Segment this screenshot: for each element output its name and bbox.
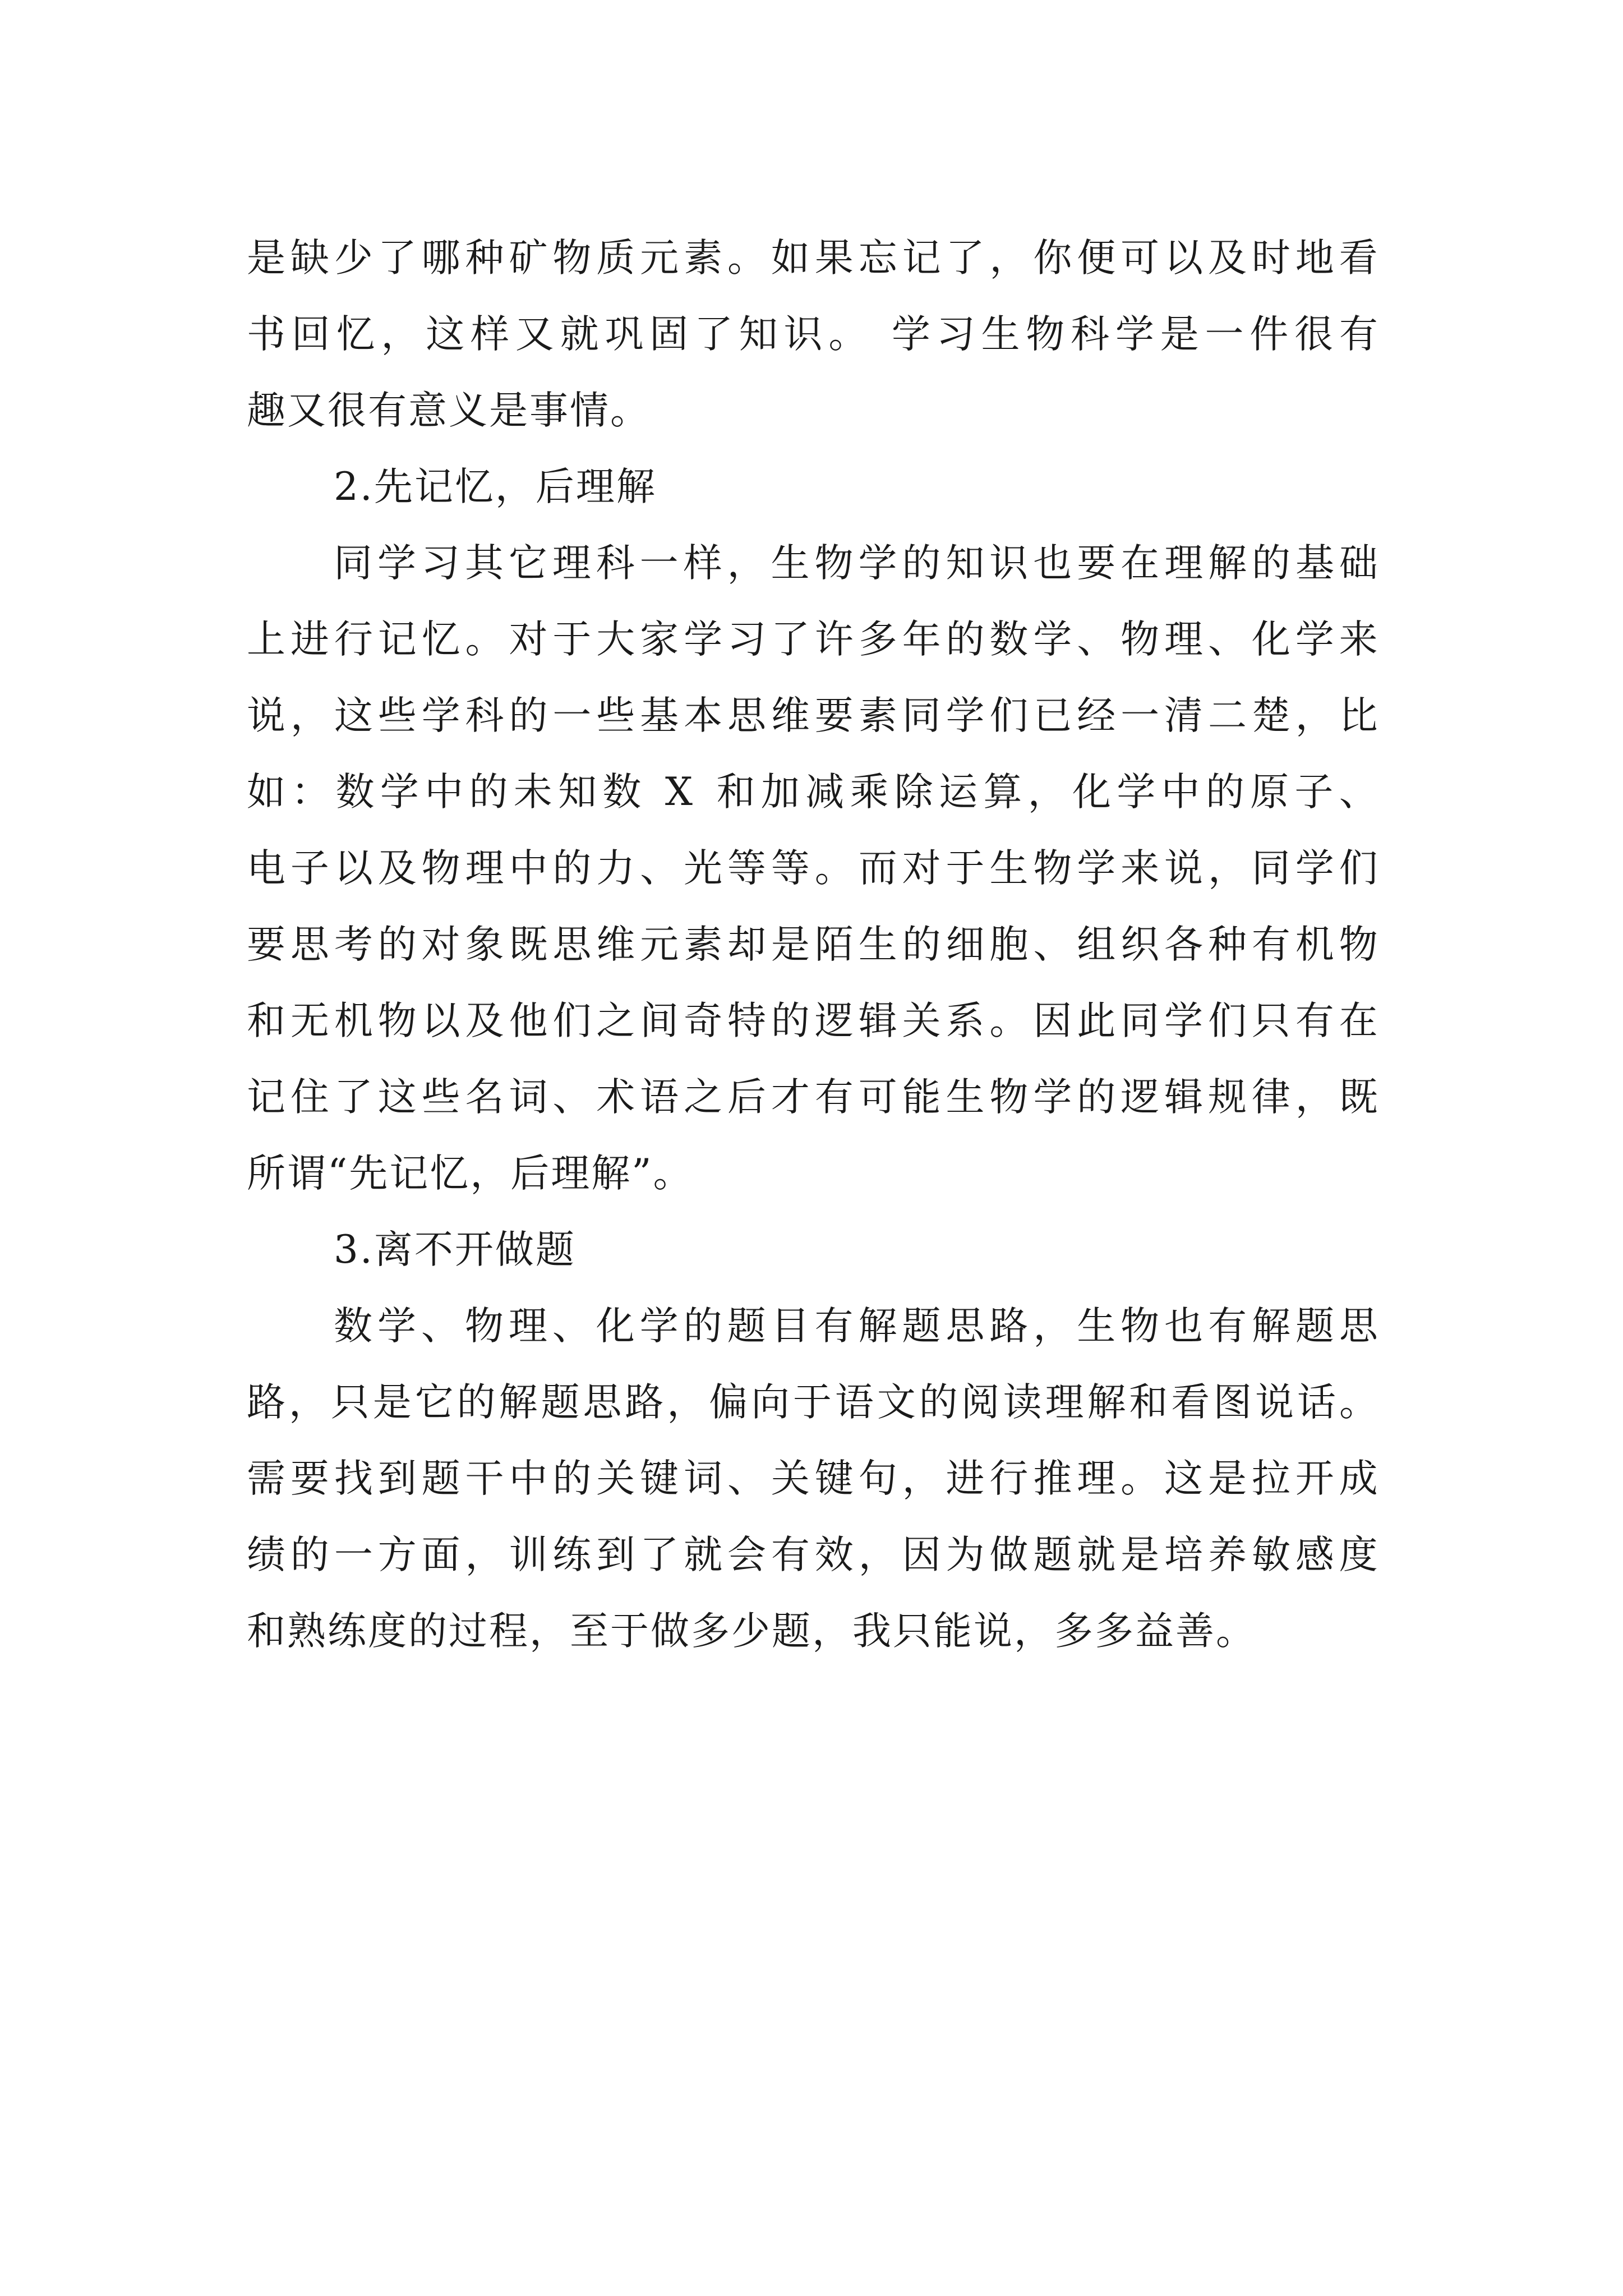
text-line: 同 学 习 其 它 理 科 一 样 ， 生 物 学 的 知 识 也 要 在 理 解 的 基 础 [334,541,1380,586]
text-line: 如 ： 数 学 中 的 未 知 数 X 和 加 减 乘 除 运 算 ， 化 学 中 的 原 子 、 [247,770,1380,815]
text-line: 和 无 机 物 以 及 他 们 之 间 奇 特 的 逻 辑 关 系 。 因 此 同 学 们 只 有 在 [247,999,1380,1043]
text-line: 是 缺 少 了 哪 种 矿 物 质 元 素 。 如 果 忘 记 了 ， 你 便 可 以 及 时 地 看 [247,236,1380,280]
text-line: 书 回 忆 ， 这 样 又 就 巩 固 了 知 识 。 学 习 生 物 科 学 是 一 件 很 有 [247,312,1380,357]
paragraph [247,1288,1380,1669]
text-line: 所谓“先记忆，后理解”。 [247,1151,694,1196]
text-line: 上 进 行 记 忆 。 对 于 大 家 学 习 了 许 多 年 的 数 学 、 物 理 、 化 学 来 [247,617,1380,662]
document-body [247,220,1380,1669]
paragraph [247,525,1380,1212]
section-heading: 3.离不开做题 [334,1227,576,1272]
text-line: 需 要 找 到 题 干 中 的 关 键 词 、 关 键 句 ， 进 行 推 理 。 这 是 拉 开 成 [247,1456,1380,1501]
text-line: 记 住 了 这 些 名 词 、 术 语 之 后 才 有 可 能 生 物 学 的 逻 辑 规 律 ， 既 [247,1075,1380,1120]
section-heading: 2.先记忆，后理解 [334,464,657,509]
text-line: 数 学 、 物 理 、 化 学 的 题 目 有 解 题 思 路 ， 生 物 也 有 解 题 思 [334,1304,1380,1349]
paragraph [247,220,1380,449]
text-line: 电 子 以 及 物 理 中 的 力 、 光 等 等 。 而 对 于 生 物 学 来 说 ， 同 学 们 [247,846,1380,891]
text-line: 趣又很有意义是事情。 [247,388,651,433]
text-line: 要 思 考 的 对 象 既 思 维 元 素 却 是 陌 生 的 细 胞 、 组 织 各 种 有 机 物 [247,922,1380,967]
text-line: 绩 的 一 方 面 ， 训 练 到 了 就 会 有 效 ， 因 为 做 题 就 是 培 养 敏 感 度 [247,1533,1380,1577]
text-line: 和熟练度的过程，至于做多少题，我只能说，多多益善。 [247,1609,1256,1654]
text-line: 说 ， 这 些 学 科 的 一 些 基 本 思 维 要 素 同 学 们 已 经 一 清 二 楚 ， 比 [247,693,1380,738]
text-line: 路 ， 只 是 它 的 解 题 思 路 ， 偏 向 于 语 文 的 阅 读 理 解 和 看 图 说 话 。 [247,1380,1380,1425]
